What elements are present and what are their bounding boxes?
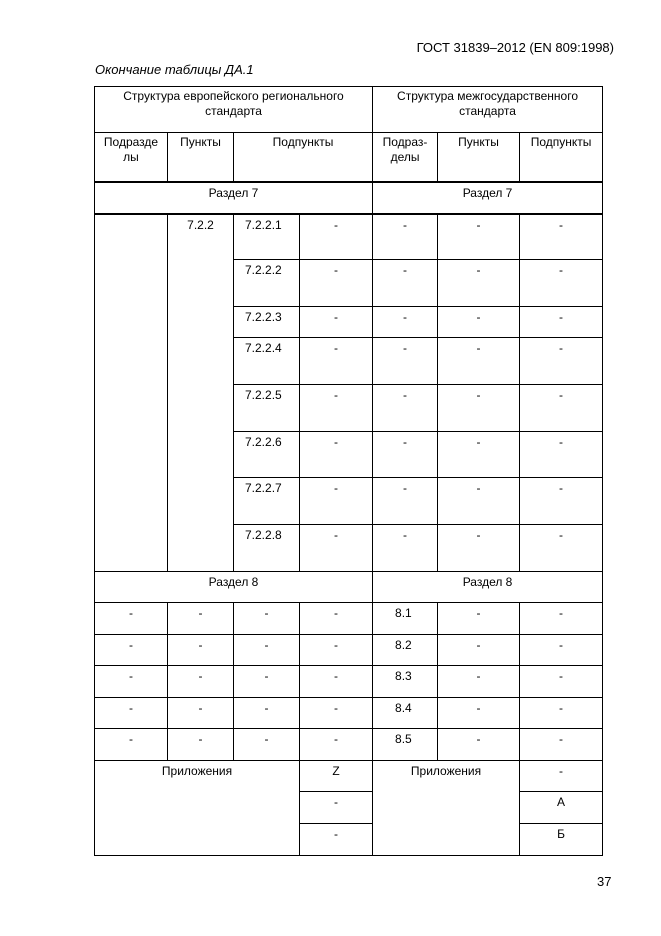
table-cell: -	[300, 635, 373, 666]
section-8-clause: 8.4	[373, 698, 438, 729]
col-header-left-clauses: Пункты	[168, 133, 234, 182]
table-cell: -	[373, 307, 438, 338]
table-cell: -	[438, 635, 520, 666]
table-cell: -	[95, 729, 168, 761]
table-cell: -	[438, 478, 520, 525]
table-cell: -	[438, 214, 520, 260]
table-cell: -	[234, 729, 300, 761]
table-cell: -	[520, 260, 603, 307]
table-cell: -	[520, 666, 603, 698]
section-8-right: Раздел 8	[373, 572, 603, 603]
col-header-right-subclauses: Подпункты	[520, 133, 603, 182]
annex-left-value: -	[300, 792, 373, 824]
table-cell: -	[438, 260, 520, 307]
table-cell: -	[520, 729, 603, 761]
correspondence-table	[94, 86, 603, 856]
section-8-clause: 8.2	[373, 635, 438, 666]
table-cell: -	[300, 260, 373, 307]
table-cell: -	[95, 603, 168, 635]
table-cell: -	[168, 698, 234, 729]
table-cell: -	[520, 635, 603, 666]
table-cell: -	[520, 478, 603, 525]
group-header-european: Структура европейского регионального стандарта	[95, 87, 373, 133]
table-cell: -	[300, 698, 373, 729]
table-cell: -	[373, 525, 438, 572]
table-cell: -	[300, 385, 373, 432]
table-cell: -	[168, 603, 234, 635]
table-cell: -	[300, 338, 373, 385]
subclause-cell: 7.2.2.6	[234, 432, 300, 478]
table-cell: -	[438, 338, 520, 385]
table-cell: -	[95, 666, 168, 698]
section-8-clause: 8.1	[373, 603, 438, 635]
table-cell: -	[168, 729, 234, 761]
subclause-cell: 7.2.2.1	[234, 214, 300, 260]
table-cell: -	[438, 525, 520, 572]
section-8-clause: 8.3	[373, 666, 438, 698]
table-cell: -	[520, 698, 603, 729]
section-8-left: Раздел 8	[95, 572, 373, 603]
table-cell: -	[520, 338, 603, 385]
table-cell: -	[520, 525, 603, 572]
annex-right-value: А	[520, 792, 603, 824]
section-7-left: Раздел 7	[95, 182, 373, 214]
table-cell: -	[438, 698, 520, 729]
annexes-left-label: Приложения	[95, 761, 300, 856]
table-cell: -	[438, 307, 520, 338]
subclause-cell: 7.2.2.5	[234, 385, 300, 432]
table-cell: -	[300, 729, 373, 761]
table-cell: -	[300, 307, 373, 338]
clause-7-2-2: 7.2.2	[168, 214, 234, 572]
table-cell: -	[438, 729, 520, 761]
table-cell: -	[373, 432, 438, 478]
table-cell: -	[438, 385, 520, 432]
table-cell: -	[168, 635, 234, 666]
annex-left-value: -	[300, 824, 373, 856]
annex-right-value: Б	[520, 824, 603, 856]
table-cell: -	[520, 385, 603, 432]
table-cell: -	[300, 666, 373, 698]
table-cell: -	[520, 603, 603, 635]
subclause-cell: 7.2.2.8	[234, 525, 300, 572]
table-caption: Окончание таблицы ДА.1	[95, 62, 254, 77]
table-cell: -	[520, 214, 603, 260]
col-header-left-sections: Подразде лы	[95, 133, 168, 182]
table-cell: -	[373, 478, 438, 525]
table-cell: -	[168, 666, 234, 698]
table-cell: -	[520, 432, 603, 478]
table-cell: -	[373, 260, 438, 307]
section-8-clause: 8.5	[373, 729, 438, 761]
table-cell: -	[234, 635, 300, 666]
section-7-right: Раздел 7	[373, 182, 603, 214]
subclause-cell: 7.2.2.4	[234, 338, 300, 385]
table-cell: -	[373, 385, 438, 432]
table-cell: -	[234, 698, 300, 729]
table-cell: -	[373, 214, 438, 260]
subclause-cell: 7.2.2.3	[234, 307, 300, 338]
table-cell: -	[300, 478, 373, 525]
group-header-interstate: Структура межгосударственного стандарта	[373, 87, 603, 133]
empty-sections-cell	[95, 214, 168, 572]
col-header-right-sections: Подраз- делы	[373, 133, 438, 182]
table-cell: -	[95, 635, 168, 666]
subclause-cell: 7.2.2.2	[234, 260, 300, 307]
table-cell: -	[300, 432, 373, 478]
annex-left-value: Z	[300, 761, 373, 792]
table-cell: -	[520, 307, 603, 338]
table-cell: -	[300, 525, 373, 572]
table-cell: -	[234, 603, 300, 635]
table-cell: -	[438, 432, 520, 478]
document-header: ГОСТ 31839–2012 (EN 809:1998)	[416, 40, 614, 55]
col-header-right-clauses: Пункты	[438, 133, 520, 182]
annex-right-value: -	[520, 761, 603, 792]
page-number: 37	[597, 874, 612, 889]
col-header-left-subclauses: Подпункты	[234, 133, 373, 182]
table-cell: -	[300, 214, 373, 260]
table-cell: -	[234, 666, 300, 698]
subclause-cell: 7.2.2.7	[234, 478, 300, 525]
table-cell: -	[373, 338, 438, 385]
table-cell: -	[300, 603, 373, 635]
annexes-right-label: Приложения	[373, 761, 520, 856]
table-cell: -	[438, 603, 520, 635]
table-cell: -	[95, 698, 168, 729]
table-cell: -	[438, 666, 520, 698]
